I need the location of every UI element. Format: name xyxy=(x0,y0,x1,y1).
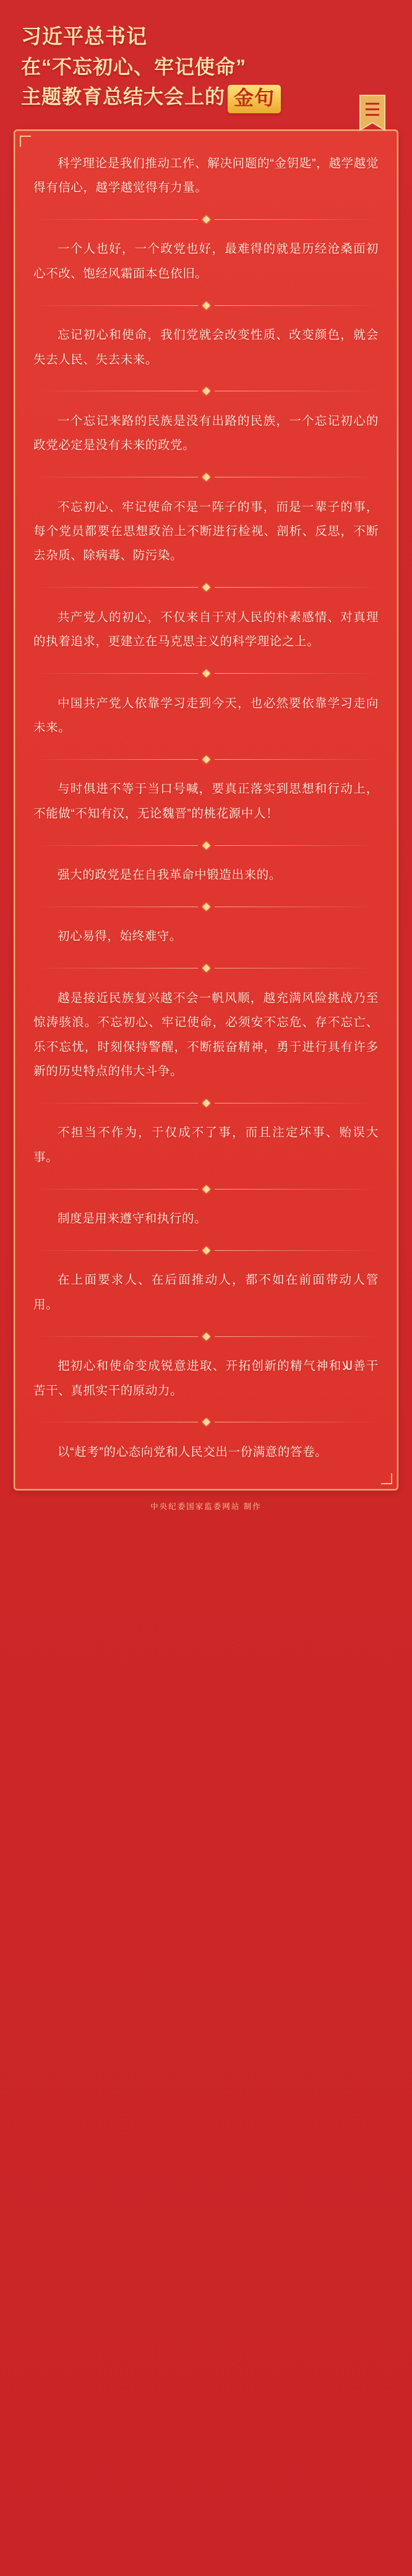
quote-item: 把初心和使命变成锐意进取、开拓创新的精气神和للا善干苦干、真抓实干的原动力。 xyxy=(33,1359,379,1398)
diamond-separator-icon xyxy=(33,583,379,592)
quote-item: 科学理论是我们推动工作、解决问题的“金钥匙”，越学越觉得有信心，越学越觉得有力量。 xyxy=(33,156,379,195)
separator-bar-right xyxy=(215,1250,379,1251)
diamond-separator-icon xyxy=(33,755,379,764)
diamond-separator-icon xyxy=(33,215,379,224)
quote-item: 初心易得，始终难守。 xyxy=(58,929,182,944)
separator-bar-left xyxy=(33,587,198,588)
quote-card xyxy=(14,129,398,1491)
diamond-separator-icon xyxy=(33,301,379,310)
separator-bar-right xyxy=(215,673,379,674)
separator-bar-right xyxy=(215,305,379,306)
separator-bar-right xyxy=(215,1336,379,1337)
quote-item: 共产党人的初心，不仅来自于对人民的朴素感情、对真理的执着追求，更建立在马克思主义的科学理论之上。 xyxy=(33,610,379,649)
quote-item: 以“赶考”的心态向党和人民交出一份满意的答卷。 xyxy=(58,1445,328,1459)
separator-bar-right xyxy=(215,759,379,760)
diamond-shape xyxy=(202,302,210,310)
quote-item: 一个人也好，一个政党也好，最难得的就是历经沧桑面初心不改、饱经风霜面本色依旧。 xyxy=(33,242,379,281)
quote-item: 忘记初心和使命，我们党就会改变性质、改变颜色，就会失去人民、失去未来。 xyxy=(33,328,379,367)
title-line-3-text: 主题教育总结大会上的 xyxy=(21,85,226,108)
separator-bar-left xyxy=(33,845,198,846)
separator-bar-right xyxy=(215,1189,379,1190)
separator-bar-left xyxy=(33,673,198,674)
quote-item: 一个忘记来路的民族是没有出路的民族，一个忘记初心的政党必定是没有未来的政党。 xyxy=(33,414,379,453)
separator-bar-right xyxy=(215,219,379,220)
quote-item: 制度是用来遵守和执行的。 xyxy=(58,1212,207,1226)
diamond-separator-icon xyxy=(33,387,379,396)
quote-item: 在上面要求人、在后面推动人，都不如在前面带动人管用。 xyxy=(33,1273,379,1312)
separator-bar-right xyxy=(215,587,379,588)
ribbon-banner-icon xyxy=(358,94,387,140)
diamond-shape xyxy=(202,903,210,911)
diamond-separator-icon xyxy=(33,1185,379,1193)
diamond-shape xyxy=(202,1333,210,1341)
title-line-3 xyxy=(21,82,391,113)
separator-bar-left xyxy=(33,1336,198,1337)
separator-bar-left xyxy=(33,1189,198,1190)
diamond-separator-icon xyxy=(33,1099,379,1107)
diamond-separator-icon xyxy=(33,473,379,482)
title-line-1: 习近平总书记 xyxy=(21,25,147,48)
diamond-shape xyxy=(202,1419,210,1427)
diamond-shape xyxy=(202,842,210,850)
diamond-separator-icon xyxy=(33,1246,379,1255)
title-line-2: 在“不忘初心、牢记使命” xyxy=(21,55,247,78)
diamond-separator-icon xyxy=(33,841,379,850)
diamond-shape xyxy=(202,473,210,481)
diamond-shape xyxy=(202,964,210,972)
diamond-separator-icon xyxy=(33,1332,379,1341)
diamond-separator-icon xyxy=(33,669,379,678)
quote-item: 不忘初心、牢记使命不是一阵子的事，而是一辈子的事，每个党员都要在思想政治上不断进行检视、剖析、反思，不断去杂质、除病毒、防污染。 xyxy=(33,500,379,563)
separator-bar-right xyxy=(215,845,379,846)
footer-credit: 中央纪委国家监委网站 制作 xyxy=(150,1502,262,1512)
diamond-shape xyxy=(202,1099,210,1107)
diamond-shape xyxy=(202,1247,210,1255)
quote-item: 强大的政党是在自我革命中锻造出来的。 xyxy=(58,868,281,882)
diamond-shape xyxy=(202,583,210,591)
diamond-shape xyxy=(202,1185,210,1193)
quote-item: 不担当不作为，于仅成不了事，而且注定坏事、贻误大事。 xyxy=(33,1126,379,1164)
diamond-shape xyxy=(202,669,210,677)
diamond-separator-icon xyxy=(33,964,379,973)
quote-item: 与时俱进不等于当口号喊，要真正落实到思想和行动上，不能做“不知有汉，无论魏晋”的桃花源中人！ xyxy=(33,782,379,820)
poster-header xyxy=(0,0,412,118)
diamond-separator-icon xyxy=(33,1418,379,1427)
quote-item: 越是接近民族复兴越不会一帆风顺，越充满风险挑战乃至惊涛骇浪。不忘初心、牢记使命，必须安不忘危、存不忘亡、乐不忘忧，时刻保持警醒，不断振奋精神，勇于进行具有许多新的历史特点的伟大斗争。 xyxy=(33,991,379,1078)
diamond-shape xyxy=(202,215,210,224)
diamond-separator-icon xyxy=(33,902,379,911)
separator-bar-left xyxy=(33,305,198,306)
separator-bar-left xyxy=(33,1250,198,1251)
quote-item: 中国共产党人依靠学习走到今天，也必然要依靠学习走向未来。 xyxy=(33,696,379,734)
title-highlight-badge: 金句 xyxy=(228,85,281,113)
diamond-shape xyxy=(202,755,210,764)
diamond-shape xyxy=(202,388,210,396)
separator-bar-left xyxy=(33,219,198,220)
separator-bar-left xyxy=(33,759,198,760)
